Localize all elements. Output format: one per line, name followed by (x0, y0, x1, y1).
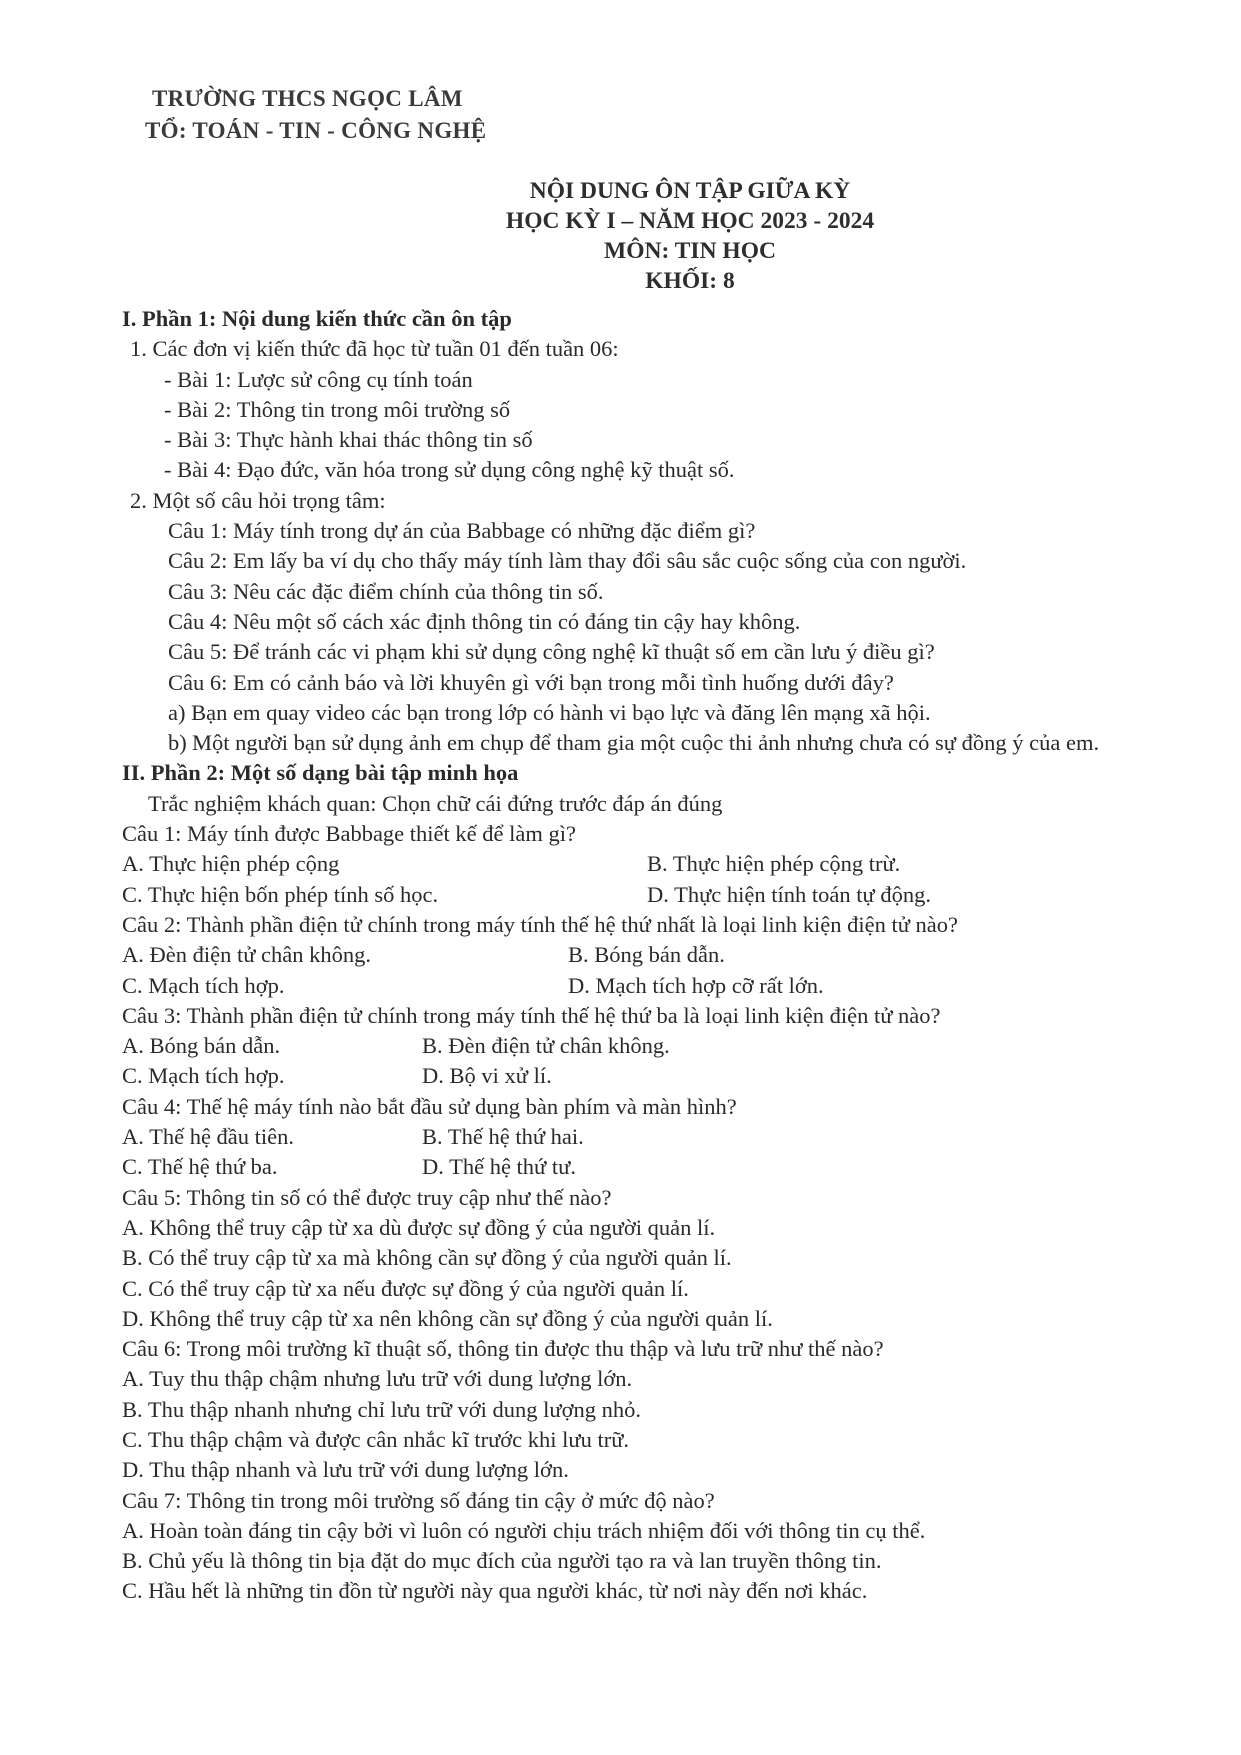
review-question: Câu 2: Em lấy ba ví dụ cho thấy máy tính làm thay đổi sâu sắc cuộc sống của con người. (168, 548, 967, 574)
lesson-item: - Bài 4: Đạo đức, văn hóa trong sử dụng công nghệ kỹ thuật số. (164, 457, 735, 483)
review-question: Câu 4: Nêu một số cách xác định thông tin có đáng tin cậy hay không. (168, 608, 801, 634)
answer-option: A. Tuy thu thập chậm nhưng lưu trữ với dung lượng lớn. (122, 1366, 633, 1392)
department-name: TỔ: TOÁN - TIN - CÔNG NGHỆ (145, 118, 487, 143)
answer-option: D. Mạch tích hợp cỡ rất lớn. (568, 972, 824, 998)
document-title (300, 176, 1080, 296)
answer-option: B. Chủ yếu là thông tin bịa đặt do mục đích của người tạo ra và lan truyền thông tin. (122, 1548, 882, 1574)
situation-b (122, 728, 1142, 758)
situation-b-label: b) (168, 730, 187, 756)
answer-option: D. Không thể truy cập từ xa nên không cần sự đồng ý của người quản lí. (122, 1305, 773, 1331)
school-name: TRƯỜNG THCS NGỌC LÂM (152, 86, 463, 111)
answer-row (122, 940, 1142, 970)
title-line-4: KHỐI: 8 (645, 268, 735, 294)
answer-option: C. Thu thập chậm và được cân nhắc kĩ trước khi lưu trữ. (122, 1426, 630, 1452)
title-line-3: MÔN: TIN HỌC (604, 238, 776, 264)
quiz-instruction: Trắc nghiệm khách quan: Chọn chữ cái đứng trước đáp án đúng (148, 790, 723, 816)
quiz-question-3: Câu 3: Thành phần điện tử chính trong máy tính thế hệ thứ ba là loại linh kiện điện tử nào? (122, 1002, 941, 1028)
quiz-question-7: Câu 7: Thông tin trong môi trường số đáng tin cậy ở mức độ nào? (122, 1487, 715, 1513)
part2-heading: II. Phần 2: Một số dạng bài tập minh họa (122, 760, 519, 786)
answer-row (122, 1061, 1142, 1091)
answer-option: A. Thực hiện phép cộng (122, 851, 340, 877)
answer-option: B. Đèn điện tử chân không. (422, 1033, 670, 1059)
answer-option: B. Bóng bán dẫn. (568, 942, 725, 968)
answer-option: C. Hầu hết là những tin đồn từ người này qua người khác, từ nơi này đến nơi khác. (122, 1578, 868, 1604)
answer-option: B. Có thể truy cập từ xa mà không cần sự đồng ý của người quản lí. (122, 1245, 732, 1271)
review-question: Câu 1: Máy tính trong dự án của Babbage có những đặc điểm gì? (168, 518, 756, 544)
answer-row (122, 880, 1142, 910)
quiz-question-6: Câu 6: Trong môi trường kĩ thuật số, thông tin được thu thập và lưu trữ như thế nào? (122, 1336, 884, 1362)
answer-row (122, 971, 1142, 1001)
review-question: Câu 5: Để tránh các vi phạm khi sử dụng công nghệ kĩ thuật số em cần lưu ý điều gì? (168, 639, 935, 665)
lesson-item: - Bài 3: Thực hành khai thác thông tin số (164, 427, 533, 453)
answer-option: C. Thế hệ thứ ba. (122, 1154, 278, 1180)
answer-option: D. Thực hiện tính toán tự động. (647, 881, 931, 907)
school-header (145, 83, 487, 147)
units-intro: 1. Các đơn vị kiến thức đã học từ tuần 01 đến tuần 06: (130, 336, 619, 362)
answer-row (122, 1122, 1142, 1152)
questions-intro: 2. Một số câu hỏi trọng tâm: (130, 487, 386, 513)
answer-row (122, 1152, 1142, 1182)
answer-row (122, 1031, 1142, 1061)
review-question: Câu 3: Nêu các đặc điểm chính của thông tin số. (168, 578, 604, 604)
document-body (122, 304, 1142, 1607)
answer-option: A. Bóng bán dẫn. (122, 1033, 281, 1059)
answer-option: C. Có thể truy cập từ xa nếu được sự đồng ý của người quản lí. (122, 1275, 689, 1301)
part1-heading: I. Phần 1: Nội dung kiến thức cần ôn tập (122, 306, 512, 331)
title-line-1: NỘI DUNG ÔN TẬP GIỮA KỲ (529, 178, 851, 204)
answer-option: A. Thế hệ đầu tiên. (122, 1124, 295, 1150)
answer-option: A. Không thể truy cập từ xa dù được sự đồng ý của người quản lí. (122, 1214, 716, 1240)
answer-option: A. Đèn điện tử chân không. (122, 942, 372, 968)
answer-option: B. Thực hiện phép cộng trừ. (647, 851, 901, 877)
answer-option: C. Thực hiện bốn phép tính số học. (122, 881, 439, 907)
review-question: Câu 6: Em có cảnh báo và lời khuyên gì với bạn trong mỗi tình huống dưới đây? (168, 669, 894, 695)
situation-b-text: Một người bạn sử dụng ảnh em chụp để tham gia một cuộc thi ảnh nhưng chưa có sự đồng ý của em. (192, 730, 1100, 756)
title-line-2: HỌC KỲ I – NĂM HỌC 2023 - 2024 (505, 208, 875, 234)
quiz-question-2: Câu 2: Thành phần điện tử chính trong máy tính thế hệ thứ nhất là loại linh kiện điện tử nào? (122, 911, 958, 937)
answer-option: A. Hoàn toàn đáng tin cậy bởi vì luôn có người chịu trách nhiệm đối với thông tin cụ thể. (122, 1517, 926, 1543)
answer-option: B. Thế hệ thứ hai. (422, 1124, 584, 1150)
answer-option: B. Thu thập nhanh nhưng chỉ lưu trữ với dung lượng nhỏ. (122, 1396, 642, 1422)
answer-option: D. Thế hệ thứ tư. (422, 1154, 576, 1180)
answer-option: D. Bộ vi xử lí. (422, 1063, 552, 1089)
lesson-item: - Bài 1: Lược sử công cụ tính toán (164, 366, 473, 392)
lesson-item: - Bài 2: Thông tin trong môi trường số (164, 396, 511, 422)
answer-option: C. Mạch tích hợp. (122, 1063, 285, 1089)
quiz-question-4: Câu 4: Thế hệ máy tính nào bắt đầu sử dụng bàn phím và màn hình? (122, 1093, 737, 1119)
situation-a: a) Bạn em quay video các bạn trong lớp có hành vi bạo lực và đăng lên mạng xã hội. (168, 699, 931, 725)
quiz-question-1: Câu 1: Máy tính được Babbage thiết kế để làm gì? (122, 821, 576, 847)
answer-option: D. Thu thập nhanh và lưu trữ với dung lượng lớn. (122, 1457, 569, 1483)
quiz-question-5: Câu 5: Thông tin số có thể được truy cập như thế nào? (122, 1184, 612, 1210)
answer-row (122, 849, 1142, 879)
answer-option: C. Mạch tích hợp. (122, 972, 285, 998)
